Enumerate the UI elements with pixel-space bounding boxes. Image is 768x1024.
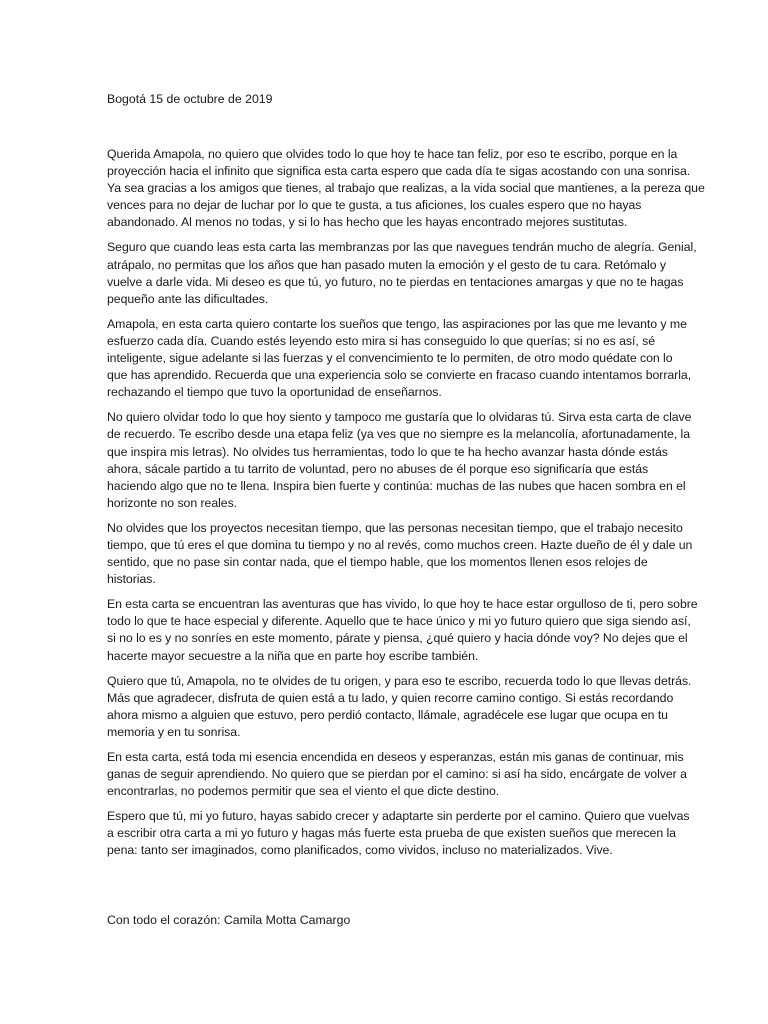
text-line: a escribir otra carta a mi yo futuro y hagas más fuerte esta prueba de que existen sueños que merecen la [107,826,676,841]
text-line: hacerte mayor secuestre a la niña que en parte hoy escribe también. [107,648,479,663]
letter-page [107,0,705,1024]
text-line: ahora mismo a alguien que estuvo, pero perdió contacto, llámale, agradécele ese lugar que ocupa en tu [107,707,668,722]
text-line: memoria y en tu sonrisa. [107,724,241,739]
text-line: vences para no dejar de luchar por lo que te gusta, a tus aficiones, los cuales espero que no hayas [107,198,642,213]
text-line: historias. [107,572,156,587]
letter-body [107,146,705,868]
text-line: proyección hacia el infinito que significa esta carta espero que cada día te sigas acostando con una sonrisa. [107,164,691,179]
text-line: inteligente, sigue adelante si las fuerzas y el convencimiento te lo permiten, de otro modo quédate con lo [107,351,673,366]
paragraph-1 [107,146,705,231]
paragraph-7 [107,673,692,741]
text-line: sentido, que no pase sin contar nada, que el tiempo hable, que los momentos llenen esos relojes de [107,555,648,570]
text-line: si no lo es y no sonríes en este momento, párate y piensa, ¿qué quiero y hacia dónde voy? No dejes que el [107,631,688,646]
text-line: encontrarlas, no podemos permitir que sea el viento el que dicte destino. [107,784,500,799]
text-line: abandonado. Al menos no todas, y si lo has hecho que les hayas encontrado mejores sustitutas. [107,215,628,230]
paragraph-8 [107,749,687,800]
paragraph-3 [107,316,692,401]
paragraph-5 [107,520,693,588]
text-line: haciendo algo que no te llena. Inspira bien fuerte y continúa: muchas de las nubes que hacen sombra en el [107,478,686,493]
text-line: No olvides que los proyectos necesitan tiempo, que las personas necesitan tiempo, que el trabajo necesito [107,520,683,535]
text-line: tiempo, que tú eres el que domina tu tiempo y no al revés, como muchos creen. Hazte dueño de él y dale un [107,537,693,552]
text-line: esfuerzo cada día. Cuando estés leyendo esto mira si has conseguido lo que querías; si no es así, sé [107,333,656,348]
text-line: pena: tanto ser imaginados, como planificados, como vividos, incluso no materializados. Vive. [107,843,613,858]
text-line: Ya sea gracias a los amigos que tienes, al trabajo que realizas, a la vida social que mantienes, a la pereza que [107,181,705,196]
date-line: Bogotá 15 de octubre de 2019 [107,92,273,106]
text-line: rechazando el tiempo que tuvo la oportunidad de enseñarnos. [107,385,442,400]
text-line: todo lo que te hace especial y diferente. Aquello que te hace único y mi yo futuro quiero que siga siendo así, [107,614,691,629]
signature-line: Con todo el corazón: Camila Motta Camargo [107,913,351,927]
text-line: horizonte no son reales. [107,495,238,510]
paragraph-4 [107,409,692,512]
text-line: que inspira mis letras). No olvides tus herramientas, todo lo que te ha hecho avanzar hasta dónde estás [107,444,668,459]
paragraph-6 [107,596,698,664]
paragraph-2 [107,239,697,307]
text-line: de recuerdo. Te escribo desde una etapa feliz (ya ves que no siempre es la melancolía, afortunadamente, la [107,427,691,442]
text-line: Seguro que cuando leas esta carta las membranzas por las que navegues tendrán mucho de alegría. Genial, [107,240,697,255]
text-line: Querida Amapola, no quiero que olvides todo lo que hoy te hace tan feliz, por eso te escribo, porque en la [107,147,678,161]
paragraph-9 [107,808,690,859]
text-line: En esta carta, está toda mi esencia encendida en deseos y esperanzas, están mis ganas de continuar, mis [107,750,684,764]
text-line: Espero que tú, mi yo futuro, hayas sabido crecer y adaptarte sin perderte por el camino. Quiero que vuelvas [107,809,690,824]
text-line: vuelve a darle vida. Mi deseo es que tú, yo futuro, no te pierdas en tentaciones amargas y que no te hagas [107,274,684,289]
text-line: pequeño ante las dificultades. [107,291,269,306]
text-line: No quiero olvidar todo lo que hoy siento y tampoco me gustaría que lo olvidaras tú. Sirva esta carta de clave [107,410,692,425]
text-line: ganas de seguir aprendiendo. No quiero que se pierdan por el camino: si así ha sido, encárgate de volver a [107,767,687,782]
text-line: Quiero que tú, Amapola, no te olvides de tu origen, y para eso te escribo, recuerda todo lo que llevas detrás. [107,673,692,688]
text-line: Amapola, en esta carta quiero contarte los sueños que tengo, las aspiraciones por las que me levanto y me [107,316,687,331]
text-line: En esta carta se encuentran las aventuras que has vivido, lo que hoy te hace estar orgulloso de ti, pero sobre [107,597,698,612]
text-line: Más que agradecer, disfruta de quien está a tu lado, y quien recorre camino contigo. Si estás recordando [107,690,674,705]
text-line: que has aprendido. Recuerda que una experiencia solo se convierte en fracaso cuando intentamos borrarla, [107,368,692,383]
text-line: atrápalo, no permitas que los años que han pasado muten la emoción y el gesto de tu cara. Retómalo y [107,257,666,272]
text-line: ahora, sácale partido a tu tarrito de voluntad, pero no abuses de él porque eso significaría que estás [107,461,649,476]
